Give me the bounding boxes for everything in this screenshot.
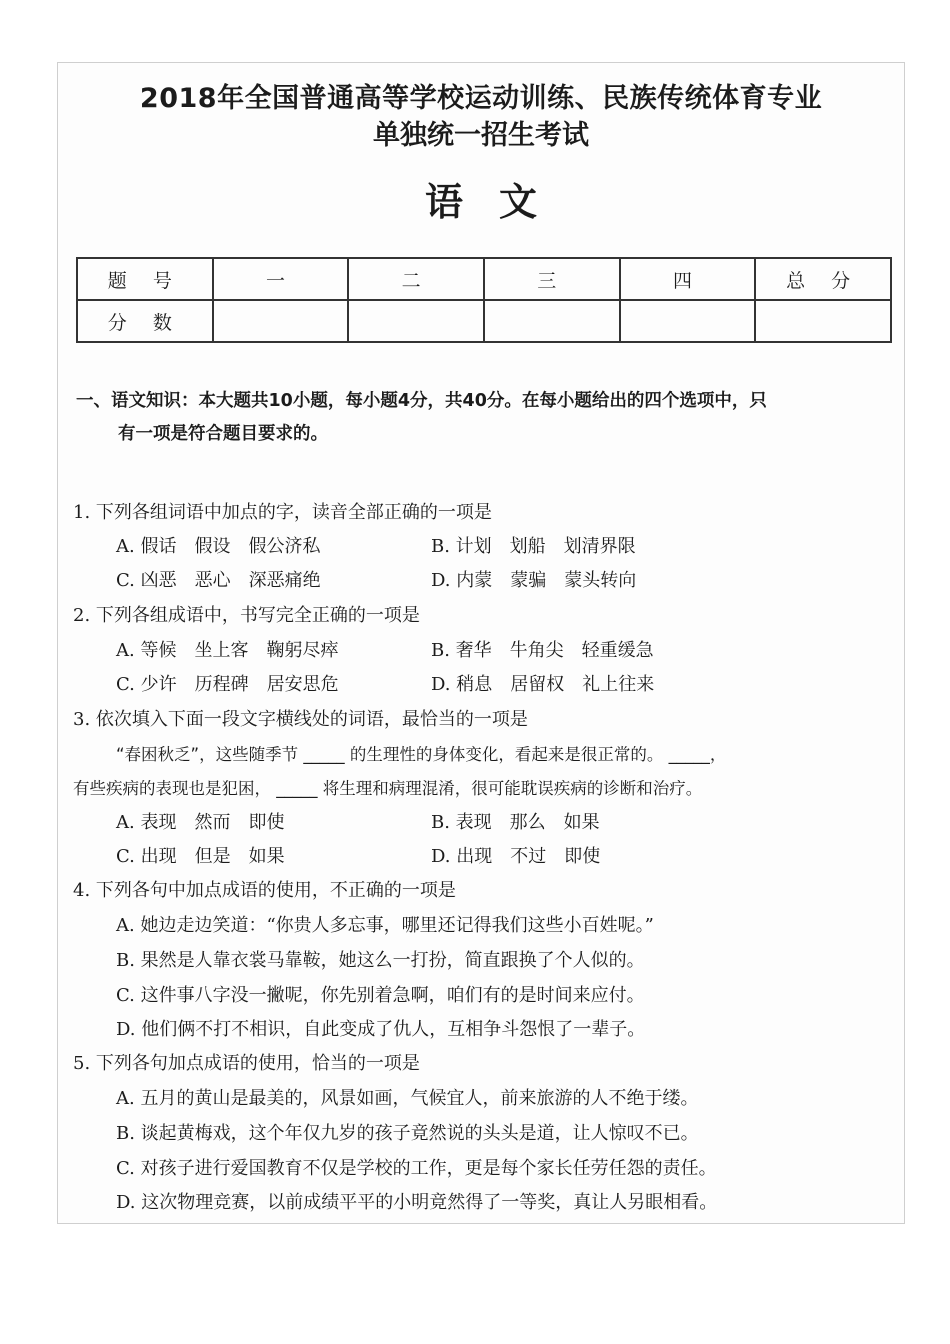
question-1-option-c: C. 凶恶 恶心 深恶痛绝 [116,570,321,591]
score-cell: 三 [484,258,620,300]
question-5-option-a: A. 五月的黄山是最美的，风景如画，气候宜人，前来旅游的人不绝于缕。 [116,1088,699,1109]
question-2-option-b: B. 奢华 牛角尖 轻重缓急 [431,640,654,661]
question-3-option-b: B. 表现 那么 如果 [431,812,600,833]
question-4-option-b: B. 果然是人靠衣裳马靠鞍，她这么一打扮，简直跟换了个人似的。 [116,950,645,971]
score-cell [755,300,891,342]
question-3-option-d: D. 出现 不过 即使 [431,846,601,867]
question-3-option-c: C. 出现 但是 如果 [116,846,285,867]
score-cell [213,300,349,342]
question-4-stem: 4. 下列各句中加点成语的使用，不正确的一项是 [73,880,456,901]
question-1-stem: 1. 下列各组词语中加点的字，读音全部正确的一项是 [73,502,492,523]
question-3-passage-line1: “春困秋乏”，这些随季节 _____ 的生理性的身体变化，看起来是很正常的。 _____， [116,745,727,764]
question-2-stem: 2. 下列各组成语中，书写完全正确的一项是 [73,605,420,626]
question-2-option-c: C. 少许 历程碑 居安思危 [116,674,339,695]
question-2-option-a: A. 等候 坐上客 鞠躬尽瘁 [116,640,339,661]
question-2-option-d: D. 稍息 居留权 礼上往来 [431,674,655,695]
exam-title-line2: 单独统一招生考试 [373,120,589,151]
score-cell: 二 [348,258,484,300]
score-cell: 分 数 [77,300,213,342]
score-cell [348,300,484,342]
section-heading-line1: 一、语文知识：本大题共10小题，每小题4分，共40分。在每小题给出的四个选项中，只 [76,391,767,411]
section-heading [76,385,891,451]
score-cell: 一 [213,258,349,300]
question-1-option-a: A. 假话 假设 假公济私 [116,536,321,557]
score-table-score-row [77,300,891,342]
score-table-header-row [77,258,891,300]
section-heading-line2: 有一项是符合题目要求的。 [118,424,328,444]
question-5-option-d: D. 这次物理竞赛，以前成绩平平的小明竟然得了一等奖，真让人另眼相看。 [116,1192,718,1213]
question-3-stem: 3. 依次填入下面一段文字横线处的词语，最恰当的一项是 [73,709,528,730]
score-cell [484,300,620,342]
score-cell: 题 号 [77,258,213,300]
question-5-option-c: C. 对孩子进行爱国教育不仅是学校的工作，更是每个家长任劳任怨的责任。 [116,1158,717,1179]
question-3-option-a: A. 表现 然而 即使 [116,812,285,833]
question-4-option-d: D. 他们俩不打不相识，自此变成了仇人，互相争斗怨恨了一辈子。 [116,1019,646,1040]
question-1-option-b: B. 计划 划船 划清界限 [431,536,636,557]
exam-page [57,62,905,1224]
score-cell [620,300,756,342]
question-5-stem: 5. 下列各句加点成语的使用，恰当的一项是 [73,1053,420,1074]
question-4-option-a: A. 她边走边笑道：“你贵人多忘事，哪里还记得我们这些小百姓呢。” [116,915,654,936]
score-cell: 总 分 [755,258,891,300]
score-table [76,257,892,343]
question-4-option-c: C. 这件事八字没一撇呢，你先别着急啊，咱们有的是时间来应付。 [116,985,645,1006]
exam-title-line1: 2018年全国普通高等学校运动训练、民族传统体育专业 [139,83,823,114]
question-3-passage-line2: 有些疾病的表现也是犯困， _____ 将生理和病理混淆，很可能耽误疾病的诊断和治疗。 [73,779,703,798]
question-1-option-d: D. 内蒙 蒙骗 蒙头转向 [431,570,637,591]
question-5-option-b: B. 谈起黄梅戏，这个年仅九岁的孩子竟然说的头头是道，让人惊叹不已。 [116,1123,699,1144]
subject-title: 语文 [424,180,573,224]
score-cell: 四 [620,258,756,300]
